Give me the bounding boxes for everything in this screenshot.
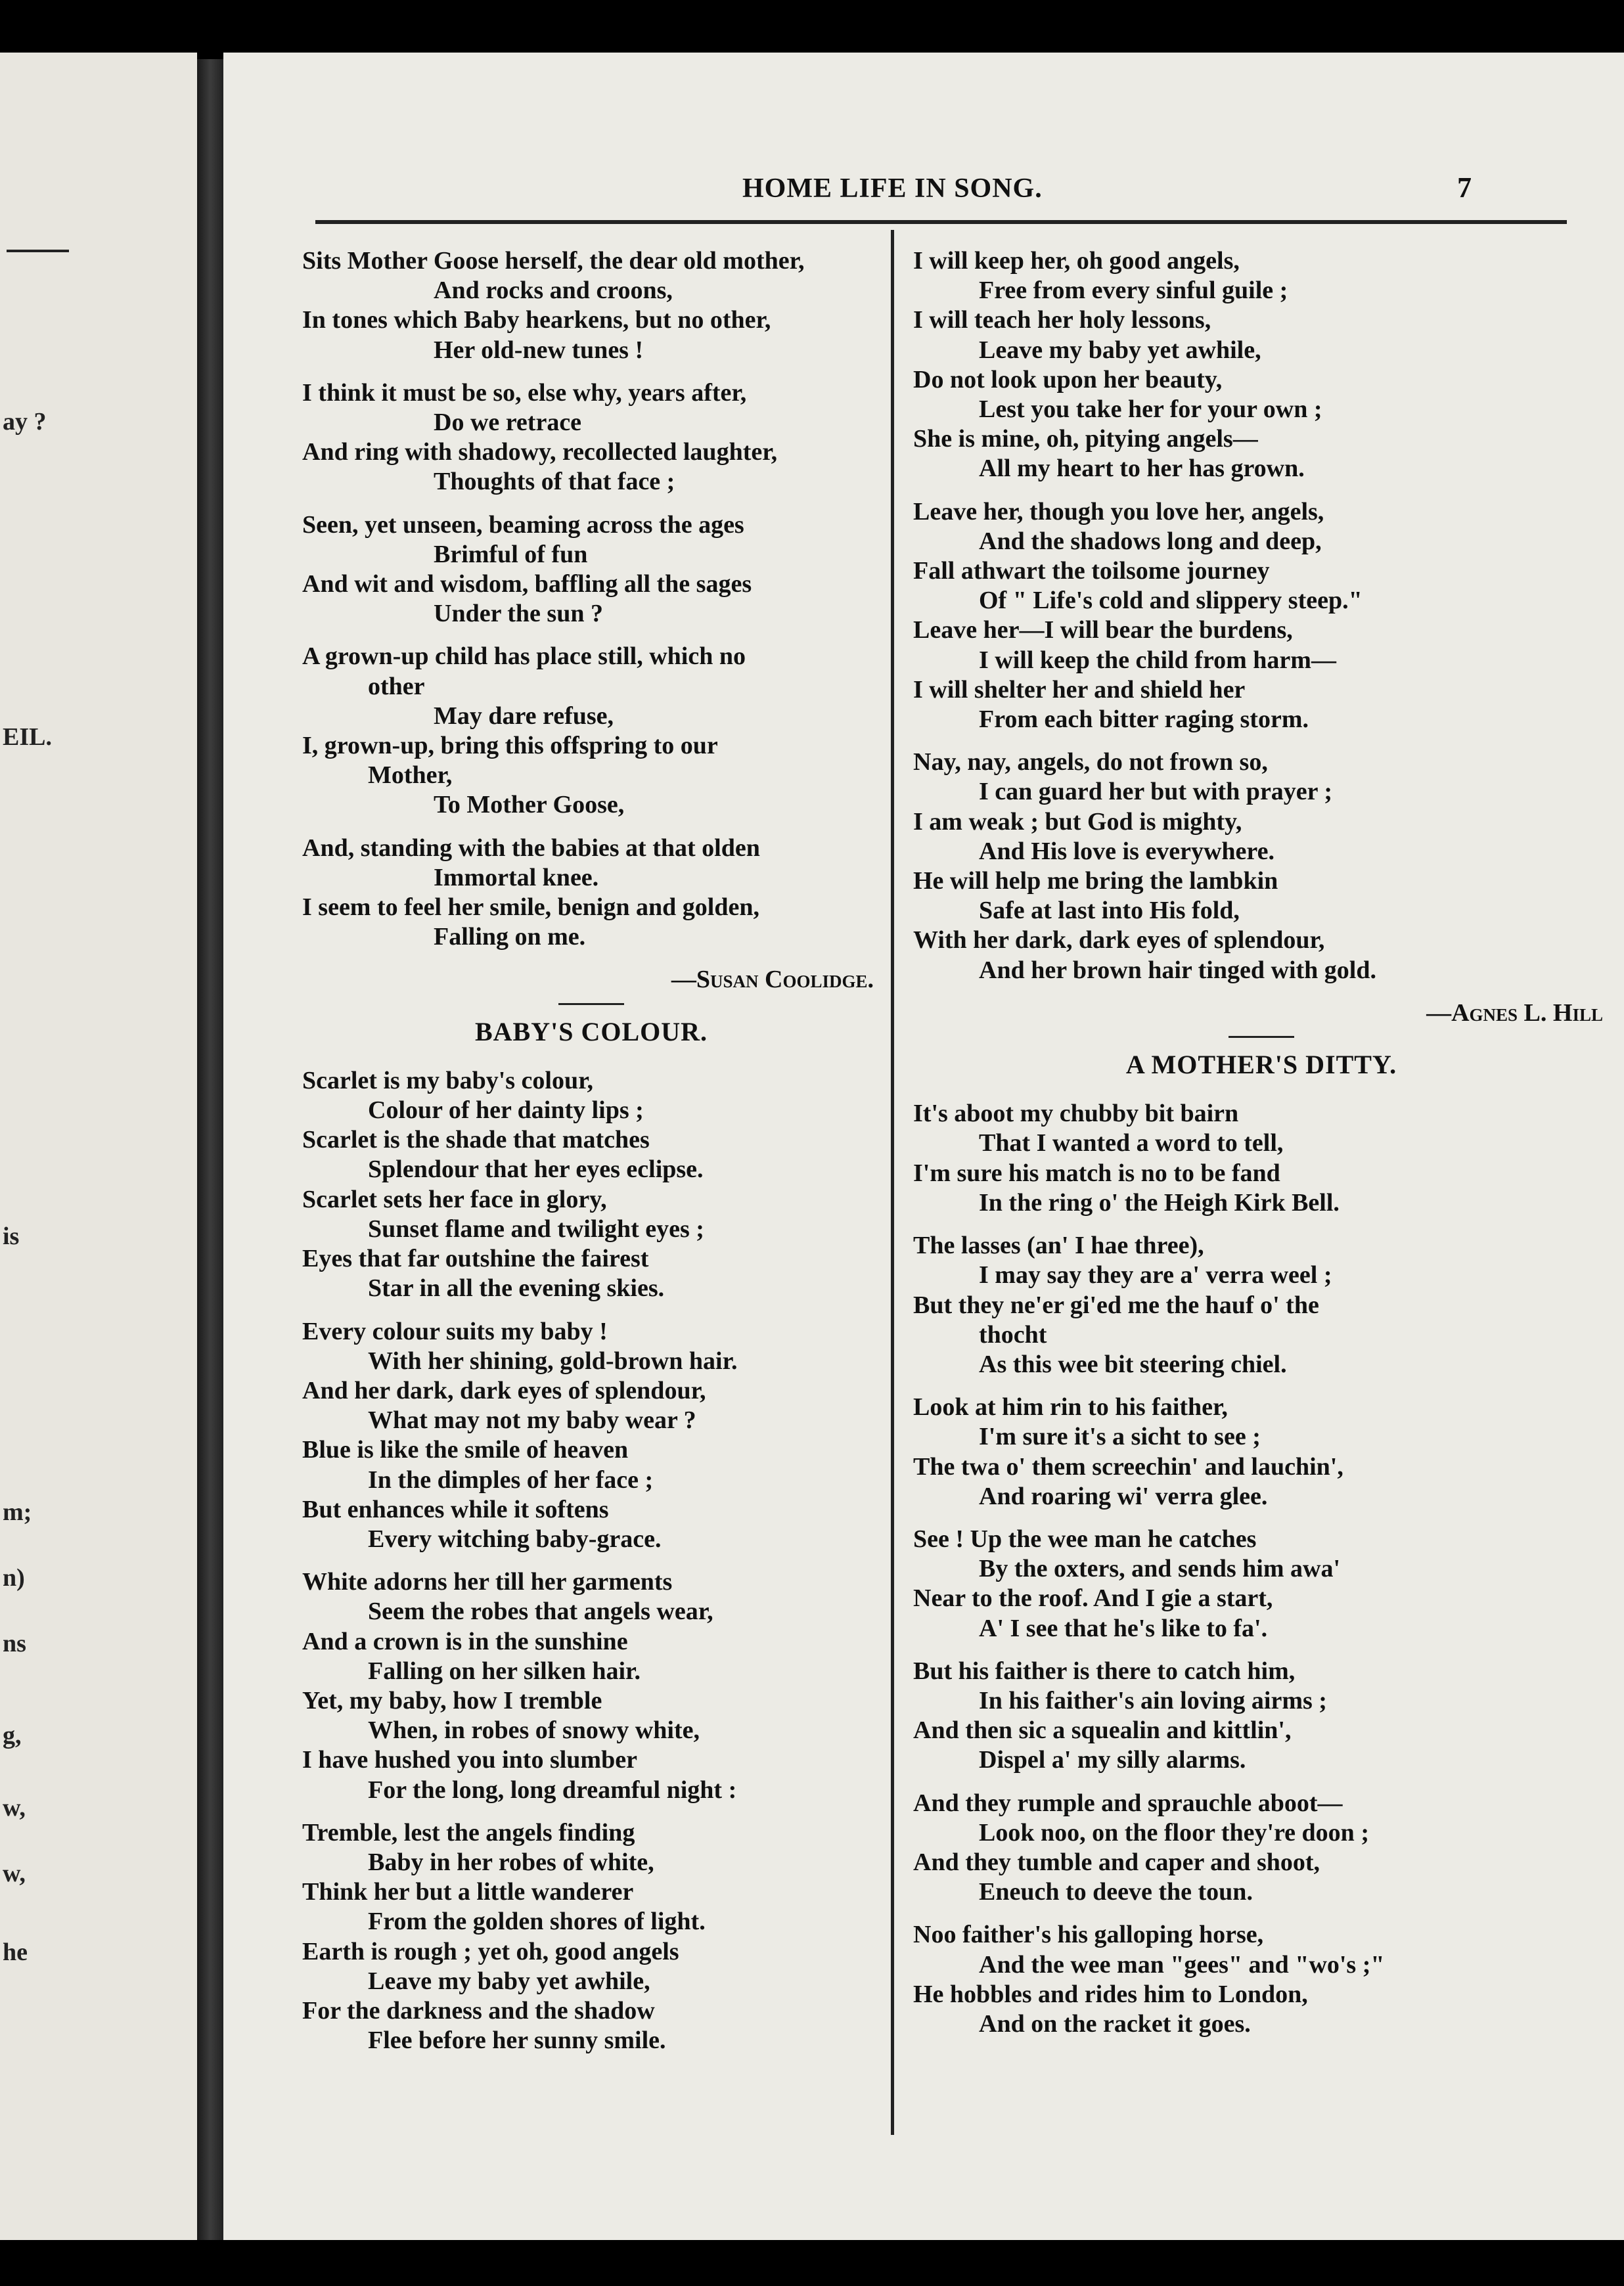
verse-line: Leave her, though you love her, angels, — [913, 497, 1324, 526]
verse-line: Seen, yet unseen, beaming across the ages — [302, 510, 744, 539]
left-page-fragment: is — [3, 1222, 20, 1250]
verse-line: In tones which Baby hearkens, but no other, — [302, 306, 771, 334]
verse-line: And the wee man "gees" and "wo's ;" — [979, 1950, 1385, 1979]
verse-line: Yet, my baby, how I tremble — [302, 1686, 602, 1714]
poem-attribution: —Susan Coolidge. — [671, 966, 874, 994]
verse-line: I am weak ; but God is mighty, — [913, 807, 1242, 836]
verse-line: And then sic a squealin and kittlin', — [913, 1716, 1292, 1745]
left-page-edge — [0, 53, 197, 2240]
verse-line: See ! Up the wee man he catches — [913, 1525, 1257, 1553]
stanza — [913, 1657, 1610, 1776]
verse-line: other — [368, 672, 425, 700]
verse-line: Do not look upon her beauty, — [913, 365, 1223, 393]
verse-line: Do we retrace — [434, 409, 582, 437]
poem-babys-colour — [302, 1066, 880, 2056]
verse-line: Look noo, on the floor they're doon ; — [979, 1818, 1369, 1847]
verse-line: I'm sure it's a sicht to see ; — [979, 1423, 1261, 1451]
header-rule — [315, 220, 1567, 224]
verse-line: What may not my baby wear ? — [368, 1406, 696, 1435]
verse-line: Leave my baby yet awhile, — [979, 336, 1261, 364]
verse-line: Free from every sinful guile ; — [979, 277, 1288, 305]
stanza — [913, 1099, 1610, 1218]
verse-line: And a crown is in the sunshine — [302, 1627, 628, 1655]
verse-line: Scarlet sets her face in glory, — [302, 1185, 607, 1213]
stanza — [913, 1393, 1610, 1512]
verse-line: I'm sure his match is no to be fand — [913, 1159, 1280, 1187]
left-page-fragment: he — [3, 1939, 28, 1966]
left-page-fragment: EIL. — [3, 723, 52, 751]
verse-line: I think it must be so, else why, years after, — [302, 378, 747, 407]
stanza — [913, 1789, 1610, 1908]
left-page-fragment: g, — [3, 1722, 22, 1749]
stanza — [913, 497, 1610, 735]
verse-line: Colour of her dainty lips ; — [368, 1096, 644, 1125]
stanza — [302, 378, 880, 497]
verse-line: Brimful of fun — [434, 540, 588, 568]
verse-line: With her dark, dark eyes of splendour, — [913, 926, 1325, 954]
left-page-fragment: ns — [3, 1630, 26, 1657]
verse-line: Sits Mother Goose herself, the dear old mother, — [302, 247, 805, 275]
verse-line: Star in all the evening skies. — [368, 1274, 665, 1303]
verse-line: And on the racket it goes. — [979, 2009, 1251, 2038]
poem-title: A MOTHER'S DITTY. — [1125, 1050, 1397, 1080]
verse-line: Earth is rough ; yet oh, good angels — [302, 1937, 679, 1965]
poem-mother-goose — [302, 246, 880, 952]
right-column — [913, 246, 1610, 2052]
verse-line: White adorns her till her garments — [302, 1568, 673, 1596]
stanza — [302, 1567, 880, 1805]
verse-line: I will keep her, oh good angels, — [913, 247, 1240, 275]
verse-line: The twa o' them screechin' and lauchin', — [913, 1452, 1343, 1481]
verse-line: In the dimples of her face ; — [368, 1466, 654, 1494]
stanza — [302, 834, 880, 952]
verse-line: He will help me bring the lambkin — [913, 867, 1278, 895]
left-column — [302, 246, 880, 2069]
verse-line: Sunset flame and twilight eyes ; — [368, 1215, 704, 1243]
stanza — [913, 1525, 1610, 1644]
stanza — [913, 748, 1610, 985]
verse-line: Eneuch to deeve the toun. — [979, 1878, 1253, 1906]
stanza — [302, 1317, 880, 1555]
verse-line: Eyes that far outshine the fairest — [302, 1245, 649, 1273]
verse-line: Falling on me. — [434, 923, 586, 951]
verse-line: I will keep the child from harm— — [979, 646, 1336, 674]
verse-line: I have hushed you into slumber — [302, 1746, 637, 1774]
verse-line: And wit and wisdom, baffling all the sages — [302, 570, 752, 598]
verse-line: Scarlet is the shade that matches — [302, 1126, 650, 1154]
verse-line: And the shadows long and deep, — [979, 527, 1322, 555]
verse-line: With her shining, gold-brown hair. — [368, 1347, 738, 1375]
verse-line: Tremble, lest the angels finding — [302, 1818, 635, 1847]
verse-line: By the oxters, and sends him awa' — [979, 1555, 1340, 1583]
left-page-fragment: n) — [3, 1564, 25, 1592]
column-rule — [891, 230, 894, 2135]
verse-line: Blue is like the smile of heaven — [302, 1436, 629, 1464]
poem-title: BABY'S COLOUR. — [474, 1016, 708, 1046]
verse-line: For the darkness and the shadow — [302, 1996, 655, 2025]
verse-line: thocht — [979, 1320, 1047, 1349]
verse-line: And, standing with the babies at that olden — [302, 834, 760, 862]
verse-line: Her old-new tunes ! — [434, 336, 644, 364]
verse-line: Noo faither's his galloping horse, — [913, 1921, 1264, 1949]
verse-line: Scarlet is my baby's colour, — [302, 1066, 593, 1094]
verse-line: I seem to feel her smile, benign and golden, — [302, 893, 759, 922]
verse-line: A grown-up child has place still, which no — [302, 642, 746, 671]
verse-line: Dispel a' my silly alarms. — [979, 1746, 1246, 1774]
verse-line: To Mother Goose, — [434, 791, 625, 819]
verse-line: All my heart to her has grown. — [979, 455, 1305, 483]
verse-line: Flee before her sunny smile. — [368, 2027, 666, 2055]
verse-line: But enhances while it softens — [302, 1495, 609, 1523]
verse-line: And they rumple and sprauchle aboot— — [913, 1789, 1343, 1817]
stanza — [302, 246, 880, 365]
verse-line: I may say they are a' verra weel ; — [979, 1261, 1332, 1289]
verse-line: She is mine, oh, pitying angels— — [913, 425, 1258, 453]
running-header — [742, 171, 1472, 204]
verse-line: Every colour suits my baby ! — [302, 1317, 608, 1345]
verse-line: I can guard her but with prayer ; — [979, 778, 1333, 806]
book-gutter — [197, 59, 223, 2240]
running-title: HOME LIFE IN SONG. — [742, 173, 1043, 204]
verse-line: I will shelter her and shield her — [913, 675, 1246, 704]
verse-line: Safe at last into His fold, — [979, 897, 1240, 925]
verse-line: But his faither is there to catch him, — [913, 1657, 1296, 1685]
verse-line: Leave my baby yet awhile, — [368, 1967, 650, 1995]
left-page-fragment: w, — [3, 1794, 26, 1822]
verse-line: The lasses (an' I hae three), — [913, 1232, 1204, 1260]
verse-line: From each bitter raging storm. — [979, 706, 1309, 734]
verse-line: It's aboot my chubby bit bairn — [913, 1100, 1239, 1128]
verse-line: I will teach her holy lessons, — [913, 306, 1211, 334]
verse-line: And they tumble and caper and shoot, — [913, 1848, 1320, 1876]
stanza — [302, 1818, 880, 2056]
left-page-fragment: ay ? — [3, 408, 47, 436]
verse-line: Seem the robes that angels wear, — [368, 1598, 713, 1626]
left-page-rule — [7, 250, 69, 252]
verse-line: May dare refuse, — [434, 702, 614, 730]
poem-babys-colour-continued — [913, 246, 1610, 985]
verse-line: In the ring o' the Heigh Kirk Bell. — [979, 1188, 1340, 1217]
left-page-fragment: w, — [3, 1860, 26, 1887]
poem-attribution: —Agnes L. Hill — [1426, 998, 1603, 1027]
verse-line: And her dark, dark eyes of splendour, — [302, 1376, 706, 1404]
stanza — [913, 1920, 1610, 2039]
verse-line: For the long, long dreamful night : — [368, 1776, 737, 1804]
verse-line: Of " Life's cold and slippery steep." — [979, 587, 1363, 615]
verse-line: Under the sun ? — [434, 600, 603, 628]
verse-line: From the golden shores of light. — [368, 1908, 706, 1936]
verse-line: In his faither's ain loving airms ; — [979, 1686, 1327, 1714]
left-page-fragment: m; — [3, 1498, 32, 1526]
verse-line: Near to the roof. And I gie a start, — [913, 1584, 1273, 1613]
verse-line: That I wanted a word to tell, — [979, 1129, 1284, 1157]
verse-line: And ring with shadowy, recollected laughter, — [302, 438, 778, 466]
verse-line: Nay, nay, angels, do not frown so, — [913, 748, 1268, 776]
verse-line: Falling on her silken hair. — [368, 1657, 641, 1685]
verse-line: Think her but a little wanderer — [302, 1878, 634, 1906]
verse-line: And roaring wi' verra glee. — [979, 1482, 1268, 1510]
verse-line: A' I see that he's like to fa'. — [979, 1614, 1268, 1642]
verse-line: Every witching baby-grace. — [368, 1525, 662, 1553]
verse-line: And rocks and croons, — [434, 277, 673, 305]
verse-line: Mother, — [368, 761, 453, 790]
page-number: 7 — [1457, 171, 1472, 204]
verse-line: Baby in her robes of white, — [368, 1848, 654, 1876]
page — [223, 53, 1624, 2240]
verse-line: Fall athwart the toilsome journey — [913, 557, 1270, 585]
verse-line: Leave her—I will bear the burdens, — [913, 616, 1293, 644]
stanza — [913, 1231, 1610, 1379]
verse-line: As this wee bit steering chiel. — [979, 1350, 1287, 1378]
verse-line: Lest you take her for your own ; — [979, 395, 1322, 424]
section-separator — [1229, 1036, 1294, 1038]
verse-line: And His love is everywhere. — [979, 837, 1274, 865]
verse-line: Splendour that her eyes eclipse. — [368, 1155, 704, 1184]
stanza — [302, 1066, 880, 1304]
poem-mothers-ditty — [913, 1099, 1610, 2039]
verse-line: Look at him rin to his faither, — [913, 1393, 1228, 1422]
verse-line: And her brown hair tinged with gold. — [979, 956, 1376, 984]
section-separator — [558, 1003, 624, 1005]
verse-line: He hobbles and rides him to London, — [913, 1980, 1308, 2008]
verse-line: When, in robes of snowy white, — [368, 1716, 700, 1745]
stanza — [302, 642, 880, 820]
verse-line: I, grown-up, bring this offspring to our — [302, 732, 718, 760]
stanza — [302, 510, 880, 629]
stanza — [913, 246, 1610, 484]
verse-line: Thoughts of that face ; — [434, 468, 675, 496]
verse-line: Immortal knee. — [434, 863, 599, 891]
verse-line: But they ne'er gi'ed me the hauf o' the — [913, 1291, 1319, 1319]
